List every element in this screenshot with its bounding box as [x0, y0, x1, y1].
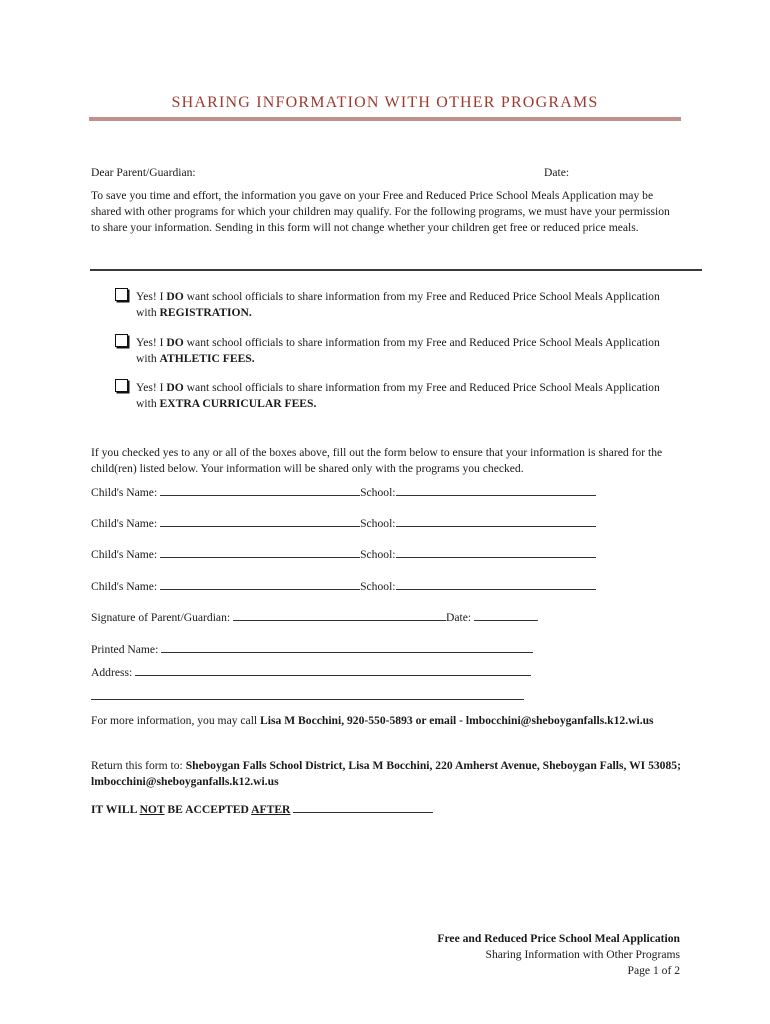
child-name-label: Child's Name: — [91, 580, 158, 593]
contact-info — [91, 713, 681, 729]
greeting: Dear Parent/Guardian: — [91, 166, 196, 179]
school-field[interactable] — [396, 547, 596, 558]
school-field[interactable] — [396, 579, 596, 590]
deadline-after: AFTER — [251, 803, 291, 816]
instructions-paragraph: If you checked yes to any or all of the boxes above, fill out the form below to ensure that your information is shared for the child(ren) listed below. Your information will be shared only with the programs you checked. — [91, 446, 663, 475]
school-label: School: — [360, 517, 396, 530]
child-name-label: Child's Name: — [91, 486, 158, 499]
option-do: DO — [166, 381, 184, 394]
address-label: Address: — [91, 666, 133, 679]
option-text: want school officials to share information from my Free and Reduced Price School Meals Application with — [136, 336, 660, 365]
option-do: DO — [166, 290, 184, 303]
signature-field[interactable] — [233, 610, 446, 621]
document-title: SHARING INFORMATION WITH OTHER PROGRAMS — [171, 94, 599, 111]
contact-text: For more information, you may call — [91, 714, 261, 727]
child-row — [91, 516, 596, 530]
printed-name-label: Printed Name: — [91, 643, 159, 656]
school-label: School: — [360, 580, 396, 593]
option-text: Yes! I — [136, 290, 167, 303]
deadline-text: IT WILL — [91, 803, 140, 816]
deadline-notice — [91, 802, 433, 818]
school-field[interactable] — [396, 516, 596, 527]
checkbox-extra-curricular[interactable] — [115, 379, 128, 392]
printed-name-field[interactable] — [161, 642, 533, 653]
intro-paragraph: To save you time and effort, the information you gave on your Free and Reduced Price School Meals Application may be shared with other programs for which your children may qualify. For the following programs, we must have your permission to share your information. Sending in this form will not change whether your children get free or reduced price meals. — [91, 189, 670, 234]
signature-row — [91, 610, 538, 624]
return-text: Return this form to: — [91, 759, 186, 772]
child-name-field[interactable] — [160, 485, 360, 496]
child-row — [91, 485, 596, 499]
child-name-field[interactable] — [160, 516, 360, 527]
option-text: want school officials to share information from my Free and Reduced Price School Meals Application with — [136, 381, 660, 410]
return-info — [91, 758, 681, 790]
option-text: Yes! I — [136, 381, 167, 394]
child-name-label: Child's Name: — [91, 517, 158, 530]
signature-label: Signature of Parent/Guardian: — [91, 611, 231, 624]
child-name-field[interactable] — [160, 579, 360, 590]
option-registration — [136, 289, 676, 321]
child-row — [91, 547, 596, 561]
deadline-date-field[interactable] — [293, 802, 433, 813]
return-address: Sheboygan Falls School District, Lisa M Bocchini, 220 Amherst Avenue, Sheboygan Falls, WI 53085; lmbocchini@sheboyganfalls.k12.wi.us — [91, 759, 681, 788]
contact-details: Lisa M Bocchini, 920-550-5893 or email - lmbocchini@sheboyganfalls.k12.wi.us — [260, 714, 654, 727]
child-name-field[interactable] — [160, 547, 360, 558]
address-row — [91, 665, 531, 679]
option-program: EXTRA CURRICULAR FEES. — [159, 397, 317, 410]
option-do: DO — [166, 336, 184, 349]
school-field[interactable] — [396, 485, 596, 496]
option-text: Yes! I — [136, 336, 167, 349]
section-divider — [90, 269, 702, 271]
title-underline — [89, 117, 681, 121]
footer-section-name: Sharing Information with Other Programs — [485, 948, 680, 961]
option-text: want school officials to share information from my Free and Reduced Price School Meals Application with — [136, 290, 660, 319]
address-field[interactable] — [135, 665, 531, 676]
checkbox-registration[interactable] — [115, 288, 128, 301]
date-label: Date: — [544, 166, 570, 179]
deadline-not: NOT — [139, 803, 165, 816]
child-row — [91, 579, 596, 593]
school-label: School: — [360, 486, 396, 499]
checkbox-athletic-fees[interactable] — [115, 334, 128, 347]
printed-name-row — [91, 642, 533, 656]
signature-date-label: Date: — [446, 611, 472, 624]
footer-form-name: Free and Reduced Price School Meal Application — [437, 932, 680, 945]
school-label: School: — [360, 548, 396, 561]
option-program: ATHLETIC FEES. — [159, 352, 255, 365]
signature-date-field[interactable] — [474, 610, 538, 621]
footer — [380, 931, 680, 979]
deadline-text: BE ACCEPTED — [164, 803, 252, 816]
option-extra-curricular — [136, 380, 676, 412]
page-number: Page 1 of 2 — [627, 964, 680, 977]
child-name-label: Child's Name: — [91, 548, 158, 561]
address-line-2[interactable] — [91, 699, 524, 700]
option-program: REGISTRATION. — [159, 306, 252, 319]
option-athletic-fees — [136, 335, 676, 367]
